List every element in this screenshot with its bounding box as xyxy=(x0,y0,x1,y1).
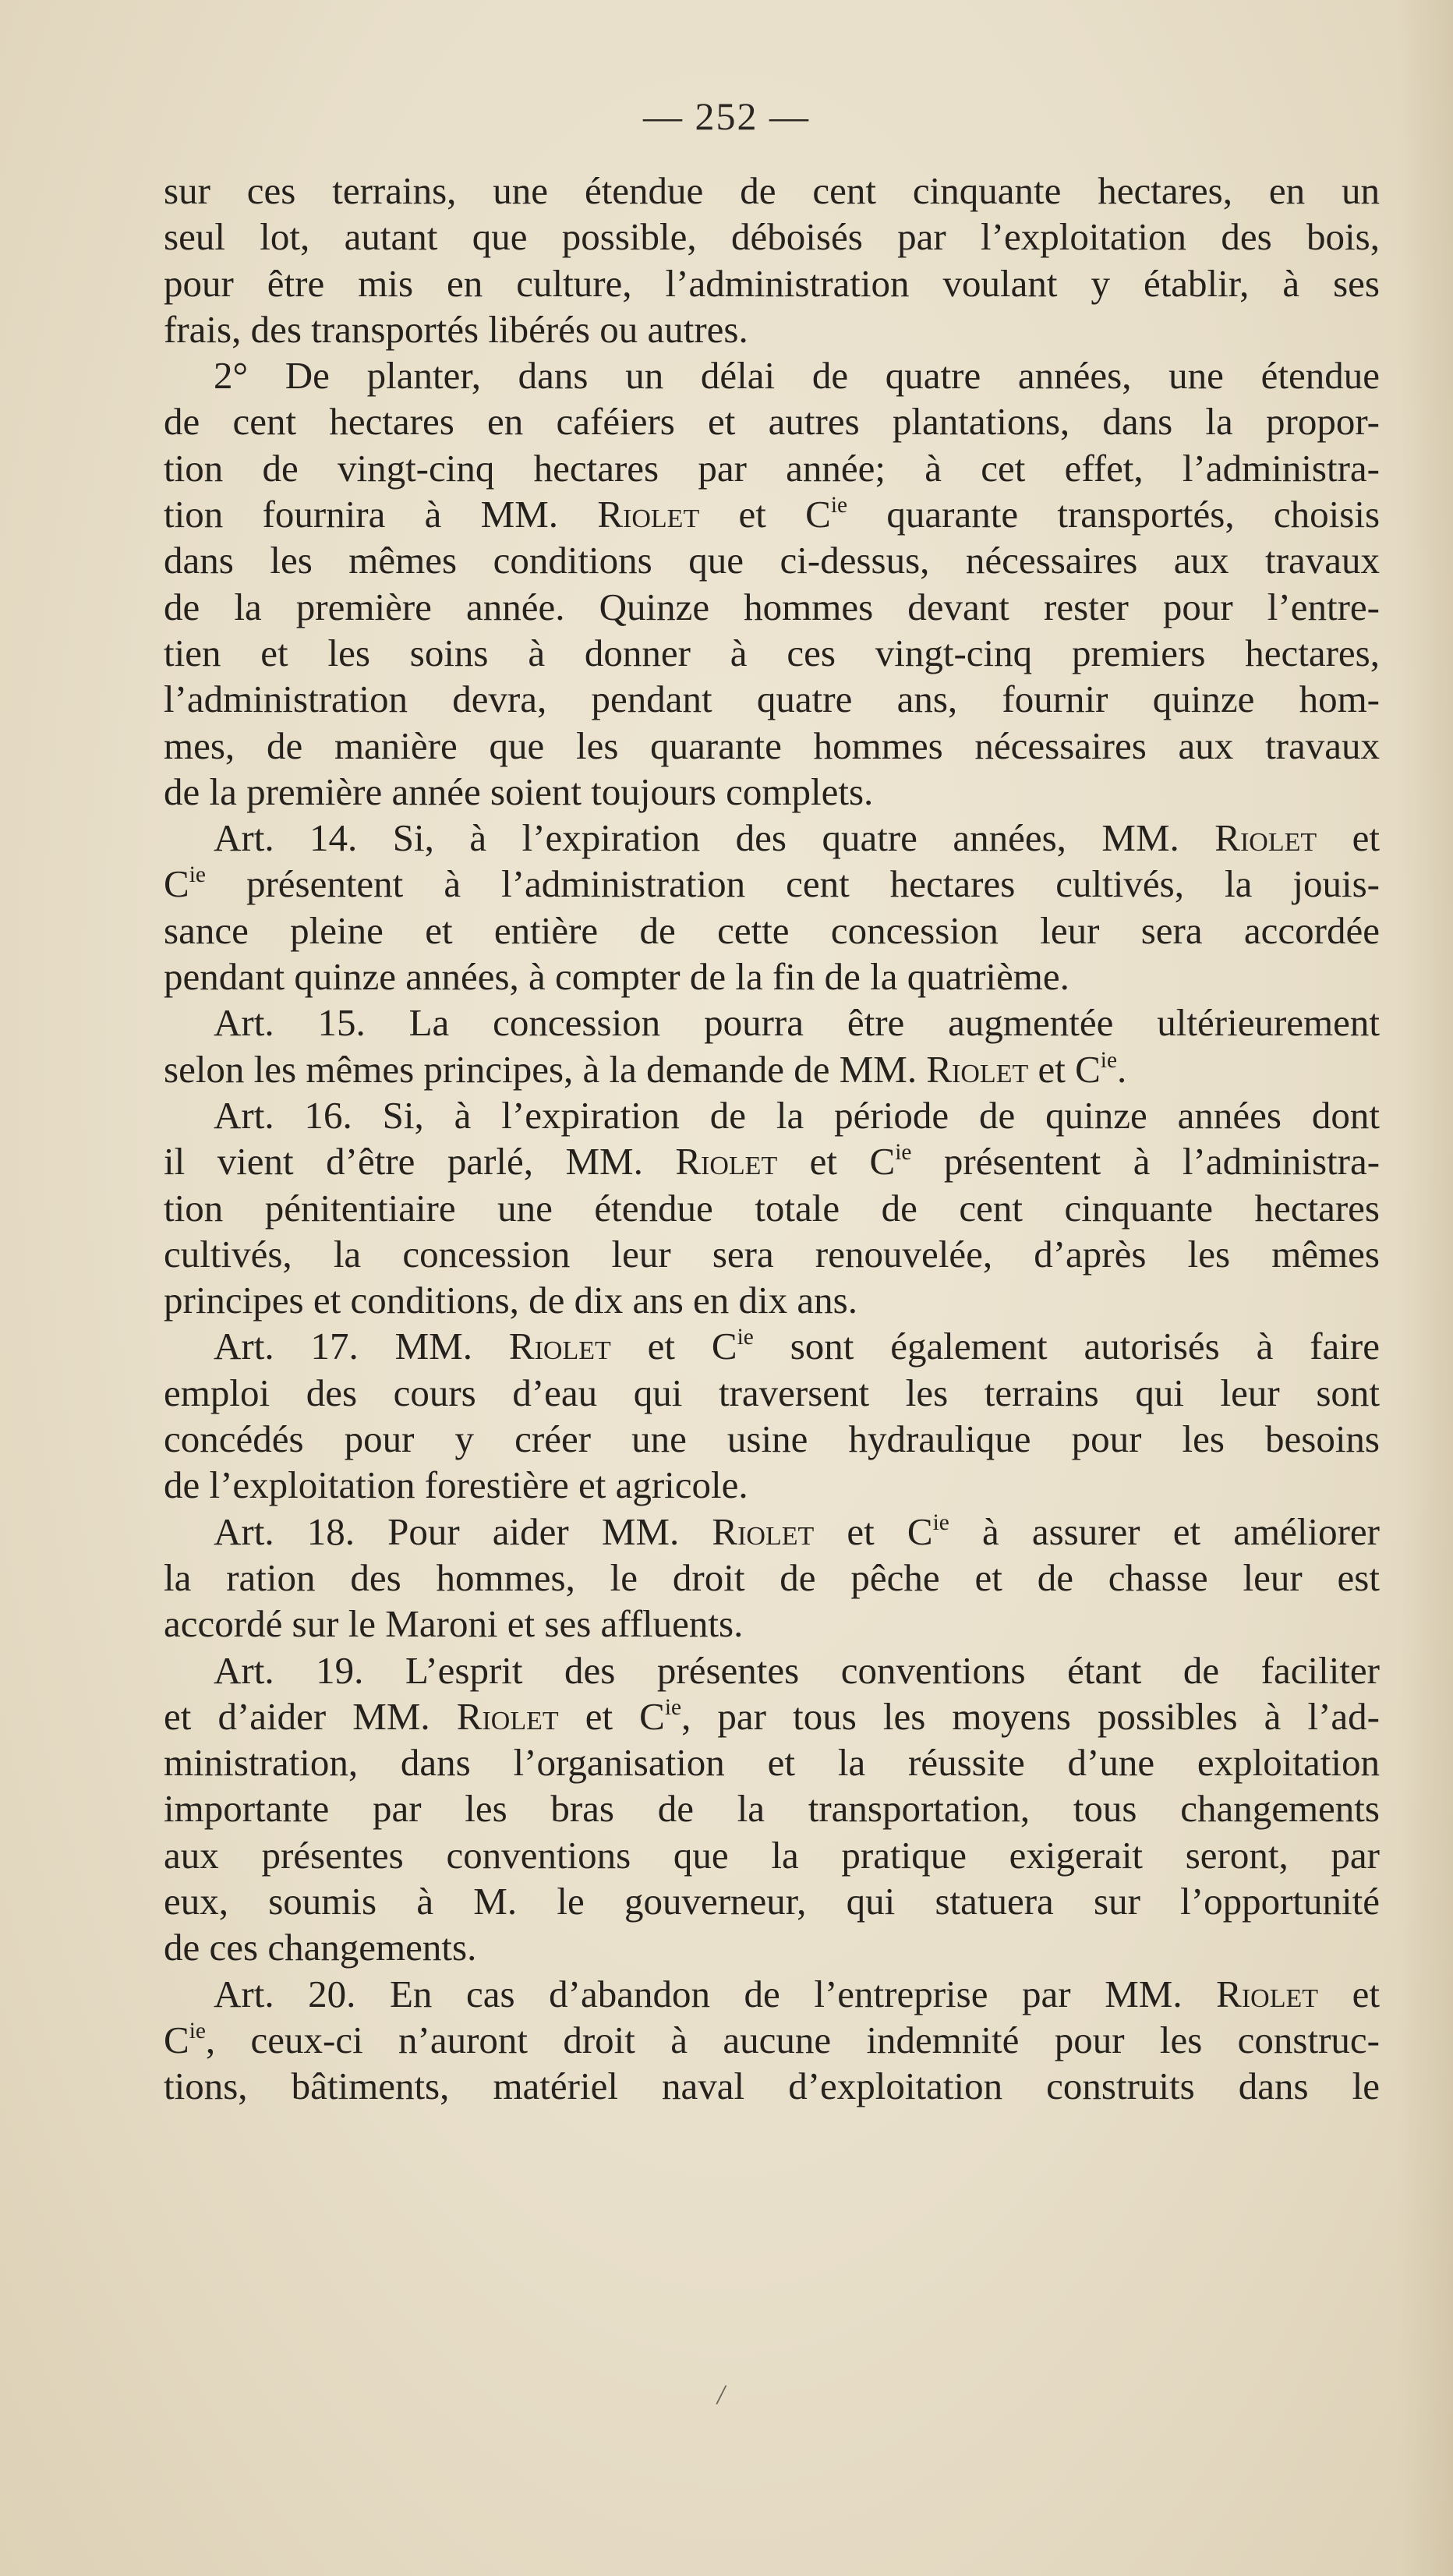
text-line: sur ces terrains, une étendue de cent cinquante hectares, en un xyxy=(164,169,1380,212)
text-line: tions, bâtiments, matériel naval d’exploitation construits dans le xyxy=(164,2065,1380,2108)
line-part: . xyxy=(1117,1047,1127,1091)
superscript: ie xyxy=(830,492,848,518)
text-line: la ration des hommes, le droit de pêche et de chasse leur est xyxy=(164,1555,1380,1599)
text-line: eux, soumis à M. le gouverneur, qui statuera sur l’opportunité xyxy=(164,1879,1380,1923)
text-line: aux présentes conventions que la pratique exigerait seront, par xyxy=(164,1833,1380,1877)
article-line: Art. 19. L’esprit des présentes conventions étant de faciliter xyxy=(214,1648,1380,1692)
text-line: 2° De planter, dans un délai de quatre années, une étendue xyxy=(214,354,1380,398)
line-part: présentent à l’administra- xyxy=(911,1140,1381,1184)
line-part: C xyxy=(164,862,189,906)
superscript: ie xyxy=(932,1509,949,1535)
line-part: , ceux-ci n’auront droit à aucune indemnité pour les construc- xyxy=(205,2018,1380,2061)
text-line: de la première année. Quinze hommes devant rester pour l’entre- xyxy=(164,585,1380,628)
article-line: Art. 14. Si, à l’expiration des quatre années, MM. Riolet et xyxy=(214,816,1380,860)
text-line: de cent hectares en caféiers et autres plantations, dans la propor- xyxy=(164,400,1380,444)
name-riolet: Riolet xyxy=(508,1325,611,1368)
text-line: seul lot, autant que possible, déboisés par l’exploitation des bois, xyxy=(164,215,1380,259)
text-line: ministration, dans l’organisation et la réussite d’une exploitation xyxy=(164,1741,1380,1785)
text-line: tion pénitentiaire une étendue totale de cent cinquante hectares xyxy=(164,1186,1380,1230)
superscript: ie xyxy=(1100,1047,1118,1073)
line-part: et d’aider MM. Riolet et C xyxy=(164,1694,665,1738)
text-line: pendant quinze années, à compter de la fin de la quatrième. xyxy=(164,955,1069,999)
line-part: Art. 18. Pour aider MM. Riolet et C xyxy=(214,1509,933,1553)
article-line xyxy=(164,1323,1380,1369)
text-line: mes, de manière que les quarante hommes nécessaires aux travaux xyxy=(164,724,1380,767)
article-line: Art. 15. La concession pourra être augmentée ultérieurement xyxy=(214,1001,1380,1045)
stray-pencil-mark: / xyxy=(715,2378,728,2412)
line-part: à assurer et améliorer xyxy=(949,1509,1380,1553)
text-line: cultivés, la concession leur sera renouvelée, d’après les mêmes xyxy=(164,1232,1380,1276)
article-line: Art. 20. En cas d’abandon de l’entreprise par MM. Riolet et xyxy=(214,1972,1380,2015)
name-riolet: Riolet xyxy=(926,1047,1029,1091)
article-line: Art. 16. Si, à l’expiration de la période de quinze années dont xyxy=(214,1093,1380,1137)
superscript: ie xyxy=(895,1140,912,1166)
body-text xyxy=(164,168,1380,2109)
name-riolet: Riolet xyxy=(712,1509,815,1553)
text-line xyxy=(164,861,1380,907)
text-line: l’administration devra, pendant quatre ans, fournir quinze hom- xyxy=(164,678,1380,721)
line-part: présentent à l’administration cent hectares cultivés, la jouis- xyxy=(205,862,1380,906)
text-line xyxy=(164,1046,1380,1092)
text-line: sance pleine et entière de cette concession leur sera accordée xyxy=(164,908,1380,952)
superscript: ie xyxy=(664,1694,682,1720)
line-part: quarante transportés, choisis xyxy=(847,493,1381,536)
line-part: il vient d’être parlé, MM. Riolet et C xyxy=(164,1140,896,1184)
superscript: ie xyxy=(737,1325,754,1350)
line-part: sont également autorisés à faire xyxy=(753,1325,1380,1368)
name-riolet: Riolet xyxy=(597,493,700,536)
text-line: emploi des cours d’eau qui traversent les terrains qui leur sont xyxy=(164,1371,1380,1414)
text-line: importante par les bras de la transportation, tous changements xyxy=(164,1787,1380,1831)
text-line xyxy=(164,491,1380,537)
text-line: dans les mêmes conditions que ci-dessus, nécessaires aux travaux xyxy=(164,539,1380,582)
name-riolet: Riolet xyxy=(456,1694,559,1738)
name-riolet: Riolet xyxy=(1216,1972,1319,2015)
line-part: C xyxy=(164,2018,189,2061)
text-line: pour être mis en culture, l’administration voulant y établir, à ses xyxy=(164,261,1380,305)
text-line: tien et les soins à donner à ces vingt-cinq premiers hectares, xyxy=(164,631,1380,674)
text-line xyxy=(164,2017,1380,2063)
text-line: de la première année soient toujours complets. xyxy=(164,770,874,813)
superscript: ie xyxy=(189,862,206,888)
text-line xyxy=(164,1138,1380,1184)
text-line: de l’exploitation forestière et agricole. xyxy=(164,1463,748,1507)
text-line: tion de vingt-cinq hectares par année; à cet effet, l’administra- xyxy=(164,446,1380,490)
name-riolet: Riolet xyxy=(675,1140,778,1184)
article-line xyxy=(164,1509,1380,1555)
line-part: , par tous les moyens possibles à l’ad- xyxy=(681,1694,1381,1738)
text-line: principes et conditions, de dix ans en dix ans. xyxy=(164,1279,857,1322)
line-part: Art. 17. MM. Riolet et C xyxy=(214,1325,737,1368)
text-line: de ces changements. xyxy=(164,1926,477,1969)
line-part: tion fournira à MM. Riolet et C xyxy=(164,493,831,536)
name-riolet: Riolet xyxy=(1214,816,1317,860)
text-line: frais, des transportés libérés ou autres. xyxy=(164,307,748,351)
text-line: concédés pour y créer une usine hydraulique pour les besoins xyxy=(164,1417,1380,1461)
text-line xyxy=(164,1693,1380,1739)
line-part: selon les mêmes principes, à la demande de MM. Riolet et C xyxy=(164,1047,1101,1091)
text-line: accordé sur le Maroni et ses affluents. xyxy=(164,1602,744,1646)
superscript: ie xyxy=(189,2018,206,2043)
page-number: — 252 — xyxy=(643,94,810,138)
